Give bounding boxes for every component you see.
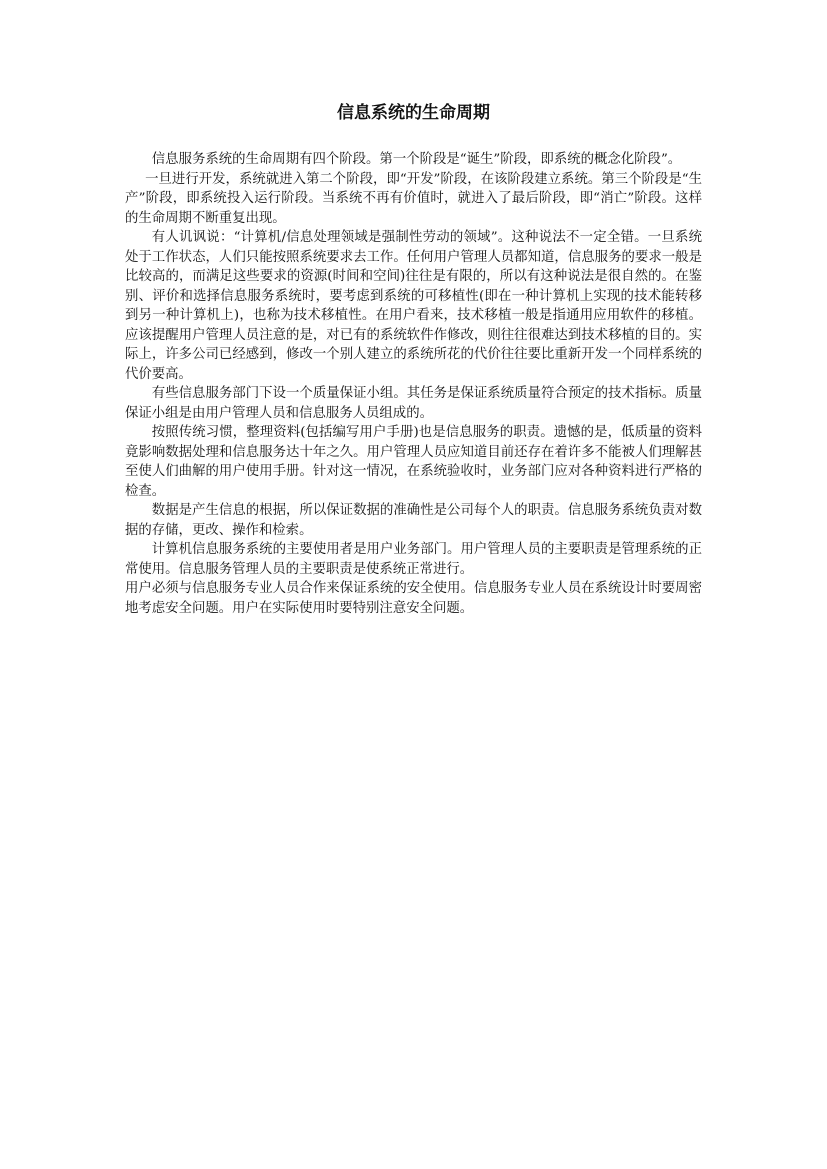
paragraph-system-users: 计算机信息服务系统的主要使用者是用户业务部门。用户管理人员的主要职责是管理系统的正常使用。信息服务管理人员的主要职责是使系统正常进行。 bbox=[125, 542, 702, 577]
paragraph-portability: 有人讥讽说：“计算机/信息处理领域是强制性劳动的领域”。这种说法不一定全错。一旦系统处于工作状态，人们只能按照系统要求去工作。任何用户管理人员都知道，信息服务的要求一般是比较高的，而满足这些要求的资源(时间和空间)往往是有限的，所以有这种说法是很自然的。在鉴别、评价和选择信息服务系统时，要考虑到系统的可移植性(即在一种计算机上实现的技术能转移到另一种计算机上)，也称为技术移植性。在用户看来，技术移植一般是指通用应用软件的移植。应该提醒用户管理人员注意的是，对已有的系统软件作修改，则往往很难达到技术移植的目的。实际上，许多公司已经感到，修改一个别人建立的系统所花的代价往往要比重新开发一个同样系统的代价要高。 bbox=[125, 230, 702, 382]
paragraph-quality-assurance: 有些信息服务部门下设一个质量保证小组。其任务是保证系统质量符合预定的技术指标。质量保证小组是由用户管理人员和信息服务人员组成的。 bbox=[125, 386, 702, 421]
document-body bbox=[125, 150, 702, 618]
paragraph-development-stage: 一旦进行开发，系统就进入第二个阶段，即“开发”阶段，在该阶段建立系统。第三个阶段是“生产”阶段，即系统投入运行阶段。当系统不再有价值时，就进入了最后阶段，即“消亡”阶段。这样的生命周期不断重复出现。 bbox=[125, 171, 702, 226]
page-title: 信息系统的生命周期 bbox=[337, 103, 490, 123]
paragraph-documentation: 按照传统习惯，整理资料(包括编写用户手册)也是信息服务的职责。遗憾的是，低质量的资料竟影响数据处理和信息服务达十年之久。用户管理人员应知道目前还存在着许多不能被人们理解甚至使人们曲解的用户使用手册。针对这一情况，在系统验收时，业务部门应对各种资料进行严格的检查。 bbox=[125, 425, 702, 499]
paragraph-lifecycle-stages: 信息服务系统的生命周期有四个阶段。第一个阶段是“诞生”阶段，即系统的概念化阶段”。 bbox=[151, 152, 682, 167]
paragraph-data-accuracy: 数据是产生信息的根据，所以保证数据的准确性是公司每个人的职责。信息服务系统负责对数据的存储，更改、操作和检索。 bbox=[125, 503, 702, 538]
paragraph-security: 用户必须与信息服务专业人员合作来保证系统的安全使用。信息服务专业人员在系统设计时要周密地考虑安全问题。用户在实际使用时要特别注意安全问题。 bbox=[125, 581, 702, 616]
